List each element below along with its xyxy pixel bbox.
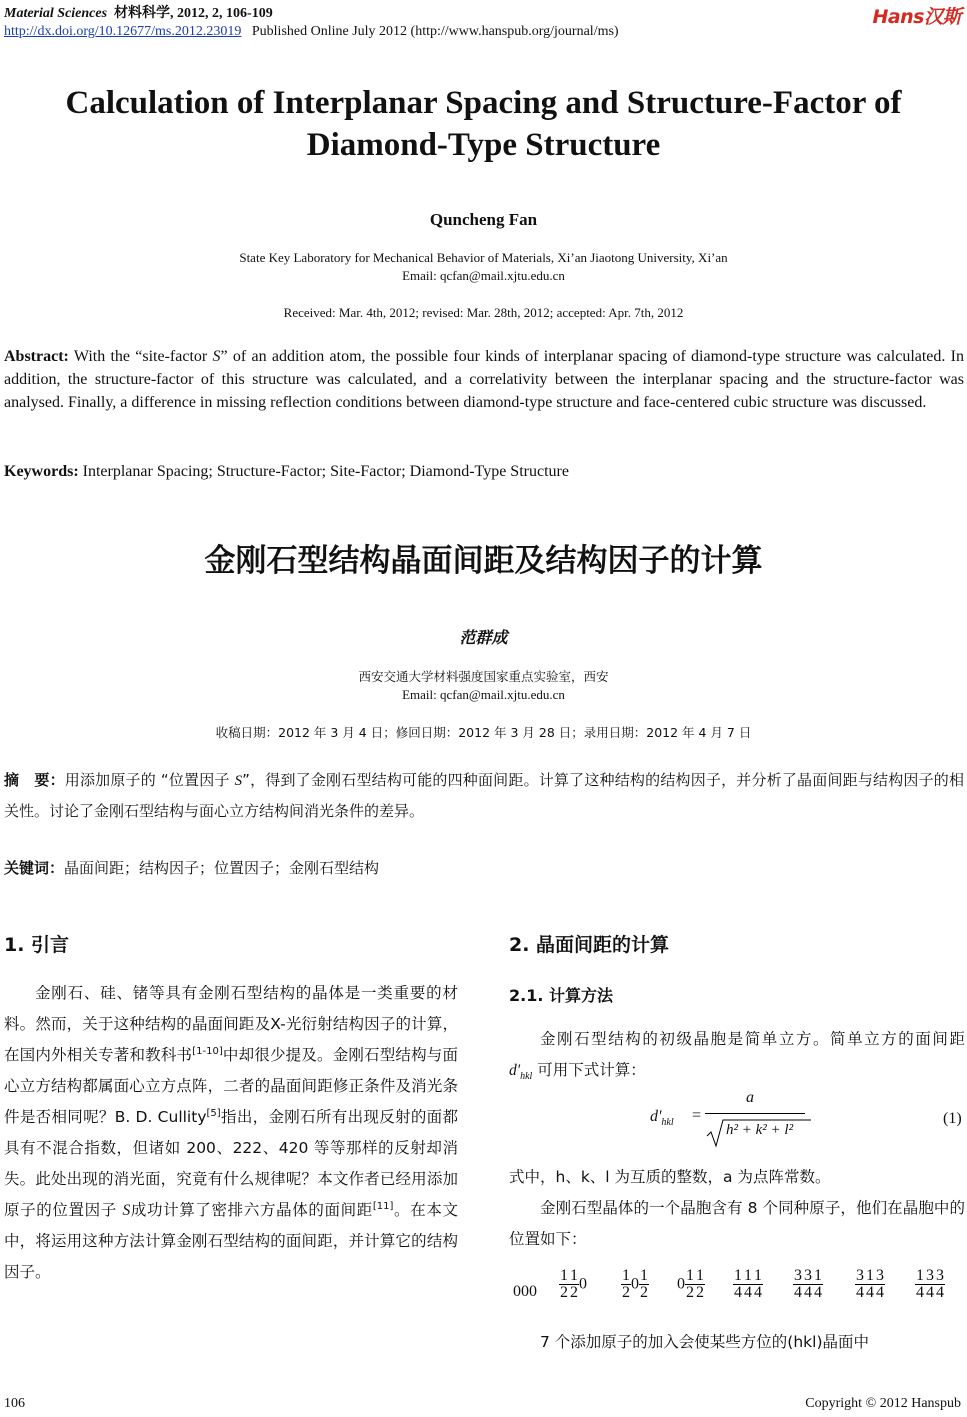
atom-positions bbox=[509, 1268, 965, 1320]
doi-link[interactable]: http://dx.doi.org/10.12677/ms.2012.23019 bbox=[4, 24, 242, 39]
zh-keywords-label: 关键词： bbox=[4, 859, 65, 877]
position-0-half-half: 0 $\frac{1}{2}$ $\frac{1}{2}$ bbox=[677, 1267, 704, 1301]
variables-note: 式中，h、k、l 为互质的整数，a 为点阵常数。 bbox=[509, 1168, 831, 1186]
zh-abstract-pre: 用添加原子的 “位置因子 bbox=[64, 771, 230, 789]
position-3q-3q-1q: $\frac{3}{4}$ $\frac{3}{4}$ $\frac{1}{4}$ bbox=[794, 1267, 822, 1301]
zh-keywords-text: 晶面间距；结构因子；位置因子；金刚石型结构 bbox=[64, 859, 380, 877]
intro-text-c: 指出，金刚石所有出现反射的面都具有不混合指数，但诸如 200、222、420 等等那样的反射却消失。此处出现的消光面，究竟有什么规律呢？本文作者已经用添加原子的位置因子 bbox=[4, 1108, 458, 1219]
intro-text-d: 成功计算了密排六方晶体的面间距 bbox=[130, 1201, 373, 1219]
zh-abstract-label: 摘 要： bbox=[4, 771, 65, 789]
abstract-text-post: ” of an addition atom, the possible four kinds of interplanar spacing of diamond-type structure was calculated. In addition, the structure-factor of this structure was calculated, and a correlativity between the interplanar spacing and the structure-factor was analysed. Finally, a difference in missing reflection conditions between diamond-type structure and face-centered cubic structure was discussed. bbox=[4, 348, 965, 411]
journal-header bbox=[4, 2, 273, 22]
citation-1-10[interactable]: [1-10] bbox=[192, 1045, 223, 1057]
chinese-affiliation: 西安交通大学材料强度国家重点实验室，西安 bbox=[358, 669, 609, 684]
section-1-body bbox=[4, 978, 458, 1288]
section-2-1-para3 bbox=[509, 1327, 965, 1358]
position-half-0-half: $\frac{1}{2}$ 0 $\frac{1}{2}$ bbox=[622, 1267, 648, 1301]
intro-paragraph bbox=[4, 978, 458, 1288]
atoms-note: 金刚石型晶体的一个晶胞含有 8 个同种原子，他们在晶胞中的位置如下： bbox=[509, 1199, 965, 1248]
d-prime-symbol: d' bbox=[509, 1062, 521, 1079]
copyright: Copyright © 2012 Hanspub bbox=[805, 1396, 961, 1411]
keywords-label: Keywords: bbox=[4, 463, 79, 480]
chinese-abstract bbox=[4, 765, 964, 826]
page-number: 106 bbox=[4, 1396, 25, 1411]
chinese-dates: 收稿日期：2012 年 3 月 4 日；修回日期：2012 年 3 月 28 日；录用日期：2012 年 4 月 7 日 bbox=[215, 725, 752, 740]
chinese-title: 金刚石型结构晶面间距及结构因子的计算 bbox=[204, 543, 763, 579]
doi-line bbox=[4, 24, 619, 40]
section-2-1-heading: 2.1. 计算方法 bbox=[509, 986, 613, 1005]
english-email: Email: qcfan@mail.xjtu.edu.cn bbox=[402, 268, 565, 283]
intro-s-symbol: S bbox=[122, 1202, 131, 1219]
english-author: Quncheng Fan bbox=[429, 210, 538, 229]
abstract-text-pre: With the “site-factor bbox=[73, 348, 208, 365]
citation-5[interactable]: [5] bbox=[206, 1107, 221, 1119]
section-2-heading: 2. 晶面间距的计算 bbox=[509, 934, 670, 956]
zh-abstract-s-symbol: S bbox=[234, 773, 243, 789]
english-dates: Received: Mar. 4th, 2012; revised: Mar. 28th, 2012; accepted: Apr. 7th, 2012 bbox=[283, 305, 684, 320]
published-online: Published Online July 2012 (http://www.hanspub.org/journal/ms) bbox=[251, 24, 619, 39]
equation-1 bbox=[650, 1089, 820, 1153]
journal-name: Material Sciences bbox=[4, 6, 108, 21]
equation-number: (1) bbox=[943, 1110, 962, 1127]
abstract-s-symbol: S bbox=[212, 348, 221, 365]
section-2-1-para1 bbox=[509, 1024, 965, 1092]
d-prime-subscript: hkl bbox=[520, 1071, 533, 1083]
eq-lhs-d: d' bbox=[650, 1108, 662, 1125]
eq-denominator: h² + k² + l² bbox=[726, 1122, 794, 1138]
position-1q-3q-3q: $\frac{1}{4}$ $\frac{3}{4}$ $\frac{3}{4}$ bbox=[916, 1267, 944, 1301]
position-half-half-0: $\frac{1}{2}$ $\frac{1}{2}$ 0 bbox=[560, 1267, 587, 1301]
position-000: 000 bbox=[513, 1283, 537, 1300]
chinese-author: 范群成 bbox=[459, 628, 508, 647]
section-1-heading: 1. 引言 bbox=[4, 934, 70, 956]
chinese-keywords bbox=[4, 853, 964, 883]
position-quarter-quarter-quarter: $\frac{1}{4}$ $\frac{1}{4}$ $\frac{1}{4}$ bbox=[734, 1267, 762, 1301]
intro-text-a: 金刚石、硅、锗等具有金刚石型结构的晶体是一类重要的材料。然而，关于这种结构的晶面间距及X-光衍射结构因子的计算，在国内外相关专著和教科书 bbox=[4, 984, 458, 1064]
english-abstract bbox=[4, 345, 964, 414]
keywords-text: Interplanar Spacing; Structure-Factor; Site-Factor; Diamond-Type Structure bbox=[82, 463, 569, 480]
journal-volume: 材料科学, 2012, 2, 106-109 bbox=[114, 6, 273, 21]
english-title-line1: Calculation of Interplanar Spacing and Structure-Factor of bbox=[65, 85, 902, 121]
method-text-b: 可用下式计算： bbox=[537, 1061, 646, 1079]
intro-text-e: 。在本文中，将运用这种方法计算金刚石型结构的面间距，并计算它的结构因子。 bbox=[4, 1201, 458, 1281]
citation-11[interactable]: [11] bbox=[372, 1200, 394, 1212]
method-text-a: 金刚石型结构的初级晶胞是简单立方。简单立方的面间距 bbox=[540, 1030, 965, 1048]
added-atoms-note: 7 个添加原子的加入会使某些方位的(hkl)晶面中 bbox=[540, 1333, 869, 1351]
fraction-bar bbox=[705, 1113, 805, 1114]
abstract-label: Abstract: bbox=[4, 348, 69, 365]
section-2-1-para2 bbox=[509, 1162, 965, 1255]
intro-text-b: 中却很少提及。金刚石型结构与面心立方结构都属面心立方点阵，二者的晶面间距修正条件及消光条件是否相同呢？B. D. Cullity bbox=[4, 1046, 458, 1126]
eq-lhs bbox=[650, 1108, 674, 1128]
english-keywords bbox=[4, 460, 964, 483]
hans-logo: Hans汉斯 bbox=[872, 6, 961, 28]
english-title-line2: Diamond-Type Structure bbox=[306, 127, 661, 163]
eq-numerator: a bbox=[746, 1089, 754, 1106]
chinese-email: Email: qcfan@mail.xjtu.edu.cn bbox=[402, 687, 565, 702]
english-affiliation: State Key Laboratory for Mechanical Behavior of Materials, Xi’an Jiaotong University, Xi’an bbox=[239, 250, 728, 265]
eq-lhs-sub: hkl bbox=[661, 1117, 674, 1129]
zh-abstract-post: ”，得到了金刚石型结构可能的四种面间距。计算了这种结构的结构因子，并分析了晶面间距与结构因子的相关性。讨论了金刚石型结构与面心立方结构间消光条件的差异。 bbox=[4, 771, 964, 820]
position-3q-1q-3q: $\frac{3}{4}$ $\frac{1}{4}$ $\frac{3}{4}$ bbox=[856, 1267, 884, 1301]
english-title bbox=[0, 82, 967, 166]
eq-equals: = bbox=[692, 1107, 702, 1124]
